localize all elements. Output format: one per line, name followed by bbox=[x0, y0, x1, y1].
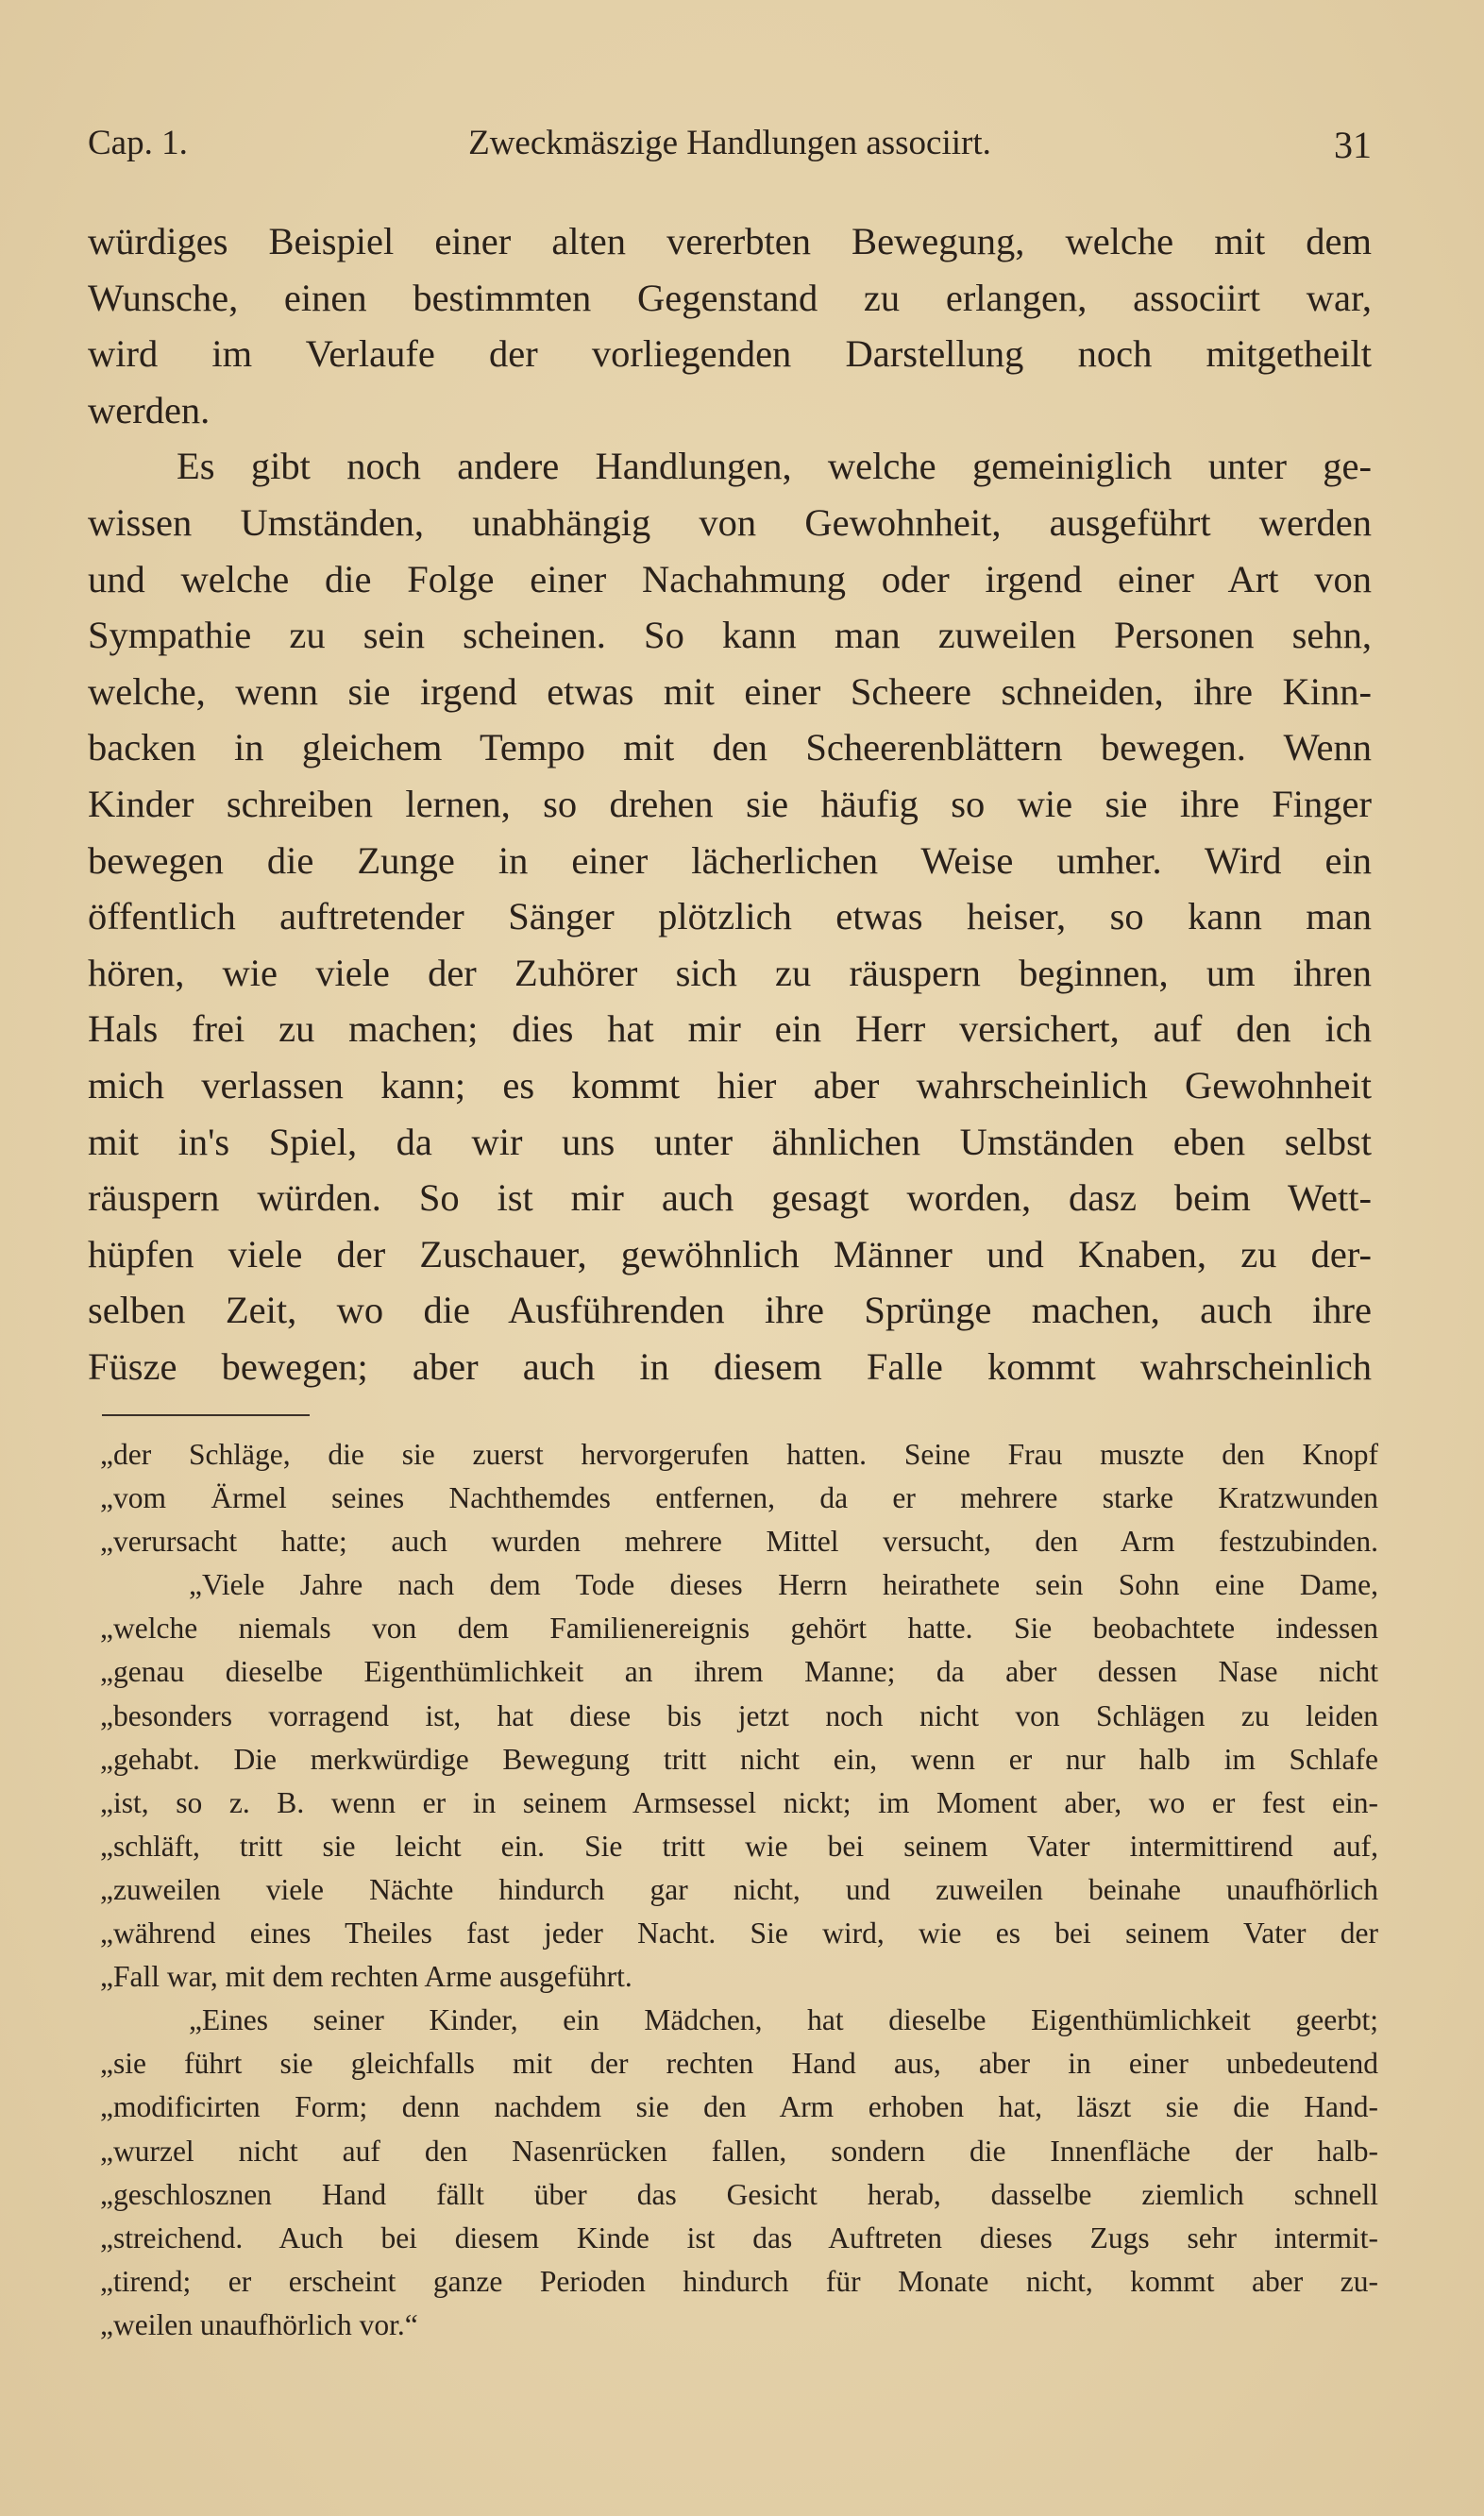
main-text bbox=[88, 213, 1372, 1394]
footnote-line: „welche niemals von dem Familienereignis gehört hatte. Sie beobachtete indessen bbox=[100, 1612, 1378, 1646]
footnote-line: „Fall war, mit dem rechten Arme ausgeführt. bbox=[100, 1960, 632, 1994]
text-line: und welche die Folge einer Nachahmung oder irgend einer Art von bbox=[88, 557, 1372, 600]
text-line: Kinder schreiben lernen, so drehen sie häufig so wie sie ihre Finger bbox=[88, 782, 1372, 825]
footnote-line: „modificirten Form; denn nachdem sie den Arm erhoben hat, läszt sie die Hand- bbox=[100, 2090, 1378, 2124]
footnote-line: „verursacht hatte; auch wurden mehrere Mittel versucht, den Arm festzubinden. bbox=[100, 1525, 1378, 1559]
footnote-line: „schläft, tritt sie leicht ein. Sie tritt wie bei seinem Vater intermittirend auf, bbox=[100, 1829, 1378, 1863]
text-line: mit in's Spiel, da wir uns unter ähnlichen Umständen eben selbst bbox=[88, 1120, 1372, 1163]
text-line: bewegen die Zunge in einer lächerlichen Weise umher. Wird ein bbox=[88, 838, 1372, 882]
footnote-line: „während eines Theiles fast jeder Nacht. Sie wird, wie es bei seinem Vater der bbox=[100, 1917, 1378, 1950]
footnote-line: „geschlosznen Hand fällt über das Gesicht herab, dasselbe ziemlich schnell bbox=[100, 2177, 1378, 2211]
text-line: würdiges Beispiel einer alten vererbten Bewegung, welche mit dem bbox=[88, 220, 1372, 262]
text-line: mich verlassen kann; es kommt hier aber wahrscheinlich Gewohnheit bbox=[88, 1063, 1372, 1106]
footnote-line: „weilen unaufhörlich vor.“ bbox=[100, 2307, 418, 2341]
footnote-rule bbox=[102, 1414, 310, 1416]
text-line: backen in gleichem Tempo mit den Scheerenblättern bewegen. Wenn bbox=[88, 726, 1372, 769]
footnote-text bbox=[100, 1433, 1378, 2347]
text-line: Wunsche, einen bestimmten Gegenstand zu erlangen, associirt war, bbox=[88, 276, 1372, 319]
footnote-line: „zuweilen viele Nächte hindurch gar nicht, und zuweilen beinahe unaufhörlich bbox=[100, 1872, 1378, 1906]
text-line: Es gibt noch andere Handlungen, welche gemeiniglich unter ge- bbox=[177, 445, 1372, 488]
text-line: hören, wie viele der Zuhörer sich zu räuspern beginnen, um ihren bbox=[88, 951, 1372, 994]
footnote-line: „der Schläge, die sie zuerst hervorgerufen hatten. Seine Frau muszte den Knopf bbox=[100, 1438, 1378, 1471]
text-line: werden. bbox=[88, 388, 211, 431]
text-line: öffentlich auftretender Sänger plötzlich etwas heiser, so kann man bbox=[88, 895, 1372, 938]
page-number: 31 bbox=[1334, 124, 1372, 166]
footnote-line: „besonders vorragend ist, hat diese bis jetzt noch nicht von Schlägen zu leiden bbox=[100, 1698, 1378, 1732]
text-line: räuspern würden. So ist mir auch gesagt worden, dasz beim Wett- bbox=[88, 1176, 1372, 1220]
footnote-line: „gehabt. Die merkwürdige Bewegung tritt nicht ein, wenn er nur halb im Schlafe bbox=[100, 1742, 1378, 1776]
text-line: wird im Verlaufe der vorliegenden Darstellung noch mitgetheilt bbox=[88, 332, 1372, 376]
footnote-line: „Eines seiner Kinder, ein Mädchen, hat dieselbe Eigenthümlichkeit geerbt; bbox=[189, 2003, 1378, 2037]
text-line: wissen Umständen, unabhängig von Gewohnheit, ausgeführt werden bbox=[88, 500, 1372, 544]
text-line: Füsze bewegen; aber auch in diesem Falle kommt wahrscheinlich bbox=[88, 1344, 1372, 1388]
footnote-line: „streichend. Auch bei diesem Kinde ist das Auftreten dieses Zugs sehr intermit- bbox=[100, 2220, 1378, 2254]
footnote-line: „genau dieselbe Eigenthümlichkeit an ihrem Manne; da aber dessen Nase nicht bbox=[100, 1655, 1378, 1689]
footnote-line: „vom Ärmel seines Nachthemdes entfernen, da er mehrere starke Kratzwunden bbox=[100, 1481, 1378, 1515]
text-line: Sympathie zu sein scheinen. So kann man zuweilen Personen sehn, bbox=[88, 614, 1372, 657]
text-line: selben Zeit, wo die Ausführenden ihre Sprünge machen, auch ihre bbox=[88, 1289, 1372, 1332]
footnote-line: „sie führt sie gleichfalls mit der rechten Hand aus, aber in einer unbedeutend bbox=[100, 2047, 1378, 2081]
footnote-line: „wurzel nicht auf den Nasenrücken fallen, sondern die Innenfläche der halb- bbox=[100, 2134, 1378, 2168]
running-header bbox=[88, 123, 1372, 179]
footnote-line: „Viele Jahre nach dem Tode dieses Herrn heirathete sein Sohn eine Dame, bbox=[189, 1568, 1378, 1602]
text-line: hüpfen viele der Zuschauer, gewöhnlich Männer und Knaben, zu der- bbox=[88, 1232, 1372, 1275]
footnote-line: „tirend; er erscheint ganze Perioden hindurch für Monate nicht, kommt aber zu- bbox=[100, 2264, 1378, 2298]
footnote-line: „ist, so z. B. wenn er in seinem Armsessel nickt; im Moment aber, wo er fest ein- bbox=[100, 1785, 1378, 1819]
running-title: Zweckmäszige Handlungen associirt. bbox=[468, 124, 991, 162]
chapter-label: Cap. 1. bbox=[88, 124, 188, 162]
text-line: welche, wenn sie irgend etwas mit einer Scheere schneiden, ihre Kinn- bbox=[88, 669, 1372, 713]
text-line: Hals frei zu machen; dies hat mir ein Herr versichert, auf den ich bbox=[88, 1007, 1372, 1051]
